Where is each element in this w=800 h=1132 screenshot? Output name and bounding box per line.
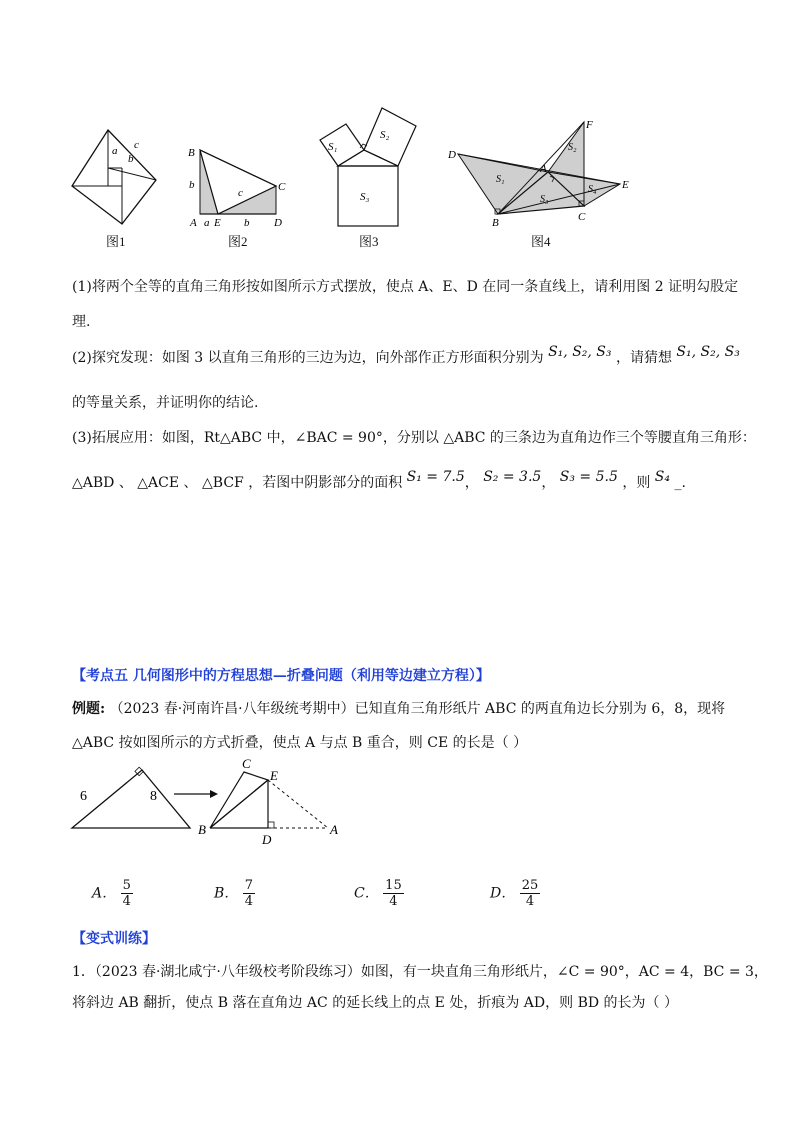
- fig2-label-E: E: [214, 217, 221, 229]
- fig4-label-S1: S₁: [496, 174, 505, 185]
- option-c[interactable]: [354, 878, 404, 909]
- q2-line-2: 的等量关系，并证明你的结论.: [72, 395, 259, 411]
- fig2-label-c: c: [238, 187, 243, 199]
- q2-text-b: ，请猜想: [615, 350, 672, 366]
- q3-line-2: △ABD 、 △ACE 、 △BCF ，若图中阴影部分的面积 S₁ = 7.5， S₂ = 3.5， S₃ = 5.5 ，则 S₄ _.: [72, 469, 686, 491]
- q3-s2: S₂ = 3.5: [483, 469, 542, 485]
- example-fig-label-A: A: [330, 822, 338, 837]
- fig4-label-S2: S₂: [568, 142, 577, 153]
- fig4-label-S3: S₃: [540, 194, 549, 205]
- q2-line-1: [72, 344, 740, 368]
- fig2-label-B: B: [188, 147, 195, 159]
- fig4-label-C: C: [578, 211, 586, 223]
- option-d-fraction: $\frac{25}{4}$: [521, 878, 539, 909]
- practice-line-2: 将斜边 AB 翻折，使点 B 落在直角边 AC 的延长线上的点 E 处，折痕为 AD，则 BD 的长为（ ）: [72, 995, 678, 1011]
- fig2-label-D: D: [274, 217, 282, 229]
- example-fig-label-B: B: [198, 822, 206, 837]
- example-fig-label-D: D: [262, 832, 272, 847]
- fig1-label-b: b: [128, 153, 134, 165]
- option-c-letter: C．: [354, 885, 379, 902]
- fig4-label-D: D: [448, 149, 456, 161]
- example-figure: [66, 758, 356, 850]
- figure-1-caption: 图1: [106, 234, 126, 249]
- q3-line-1: (3)拓展应用：如图，Rt△ABC 中，∠BAC = 90°，分别以 △ABC 的三条边为直角边作三个等腰直角三角形：: [72, 430, 756, 446]
- figure-2: [186, 144, 292, 230]
- fig3-label-S1: S₁: [328, 141, 338, 153]
- fig2-label-C: C: [278, 181, 286, 193]
- fig2-label-b-bottom: b: [244, 217, 250, 229]
- q3-text-b: ，则: [622, 475, 651, 491]
- fig4-label-A: A: [540, 163, 547, 175]
- q3-s3: S₃ = 5.5: [559, 469, 618, 485]
- fig3-label-S3: S₃: [360, 191, 370, 203]
- option-a[interactable]: [92, 878, 133, 909]
- q1-line-1: (1)将两个全等的直角三角形按如图所示方式摆放，使点 A、E、D 在同一条直线上，请利用图 2 证明勾股定: [72, 279, 739, 295]
- q3-text-a: △ABD 、 △ACE 、 △BCF ，若图中阴影部分的面积: [72, 475, 403, 491]
- q2-s-vars-1: S₁, S₂, S₃: [548, 344, 612, 360]
- fig4-label-S4: S₄: [588, 184, 597, 195]
- figure-3-caption: 图3: [359, 234, 379, 249]
- fig4-label-E: E: [622, 179, 629, 191]
- option-d[interactable]: [490, 878, 540, 909]
- option-a-letter: A．: [92, 885, 117, 902]
- option-d-letter: D．: [490, 885, 516, 902]
- option-c-fraction: $\frac{15}{4}$: [385, 878, 402, 909]
- example-line-1: [72, 699, 725, 719]
- option-a-fraction: $\frac{5}{4}$: [122, 878, 131, 909]
- q2-s-vars-2: S₁, S₂, S₃: [676, 344, 740, 360]
- fig2-label-a: a: [204, 217, 210, 229]
- practice-heading: 【变式训练】: [72, 931, 156, 947]
- q2-text-a: (2)探究发现：如图 3 以直角三角形的三边为边，向外部作正方形面积分别为: [72, 350, 544, 366]
- example-fig-label-C: C: [242, 756, 251, 771]
- fig2-label-b-left: b: [189, 179, 195, 191]
- fig1-label-c: c: [134, 139, 139, 151]
- fig2-label-A: A: [190, 217, 197, 229]
- example-text-1: （2023 春·河南许昌·八年级统考期中）已知直角三角形纸片 ABC 的两直角边长分别为 6，8，现将: [109, 701, 726, 717]
- section5-heading: 【考点五 几何图形中的方程思想—折叠问题（利用等边建立方程）】: [72, 668, 490, 684]
- figure-2-caption: 图2: [228, 234, 248, 249]
- figure-4-caption: 图4: [531, 234, 551, 249]
- example-fig-label-8: 8: [150, 789, 157, 804]
- example-label: 例题:: [72, 701, 106, 717]
- option-b-letter: B．: [214, 885, 239, 902]
- q3-s1: S₁ = 7.5: [406, 469, 465, 485]
- fig4-label-F: F: [586, 119, 593, 131]
- figure-4: [446, 116, 636, 228]
- practice-line-1: 1．（2023 春·湖北咸宁·八年级校考阶段练习）如图，有一块直角三角形纸片，∠C = 90°，AC = 4，BC = 3，: [72, 964, 768, 980]
- figure-3: [312, 96, 424, 232]
- q3-blank: _.: [674, 475, 686, 491]
- option-b[interactable]: [214, 878, 255, 909]
- fig1-label-a: a: [112, 145, 118, 157]
- q1-line-2: 理.: [72, 314, 91, 330]
- fig4-label-B: B: [492, 217, 499, 229]
- example-fig-label-E: E: [270, 768, 278, 783]
- example-fig-label-6: 6: [80, 789, 87, 804]
- example-line-2: △ABC 按如图所示的方式折叠，使点 A 与点 B 重合，则 CE 的长是（ ）: [72, 735, 528, 751]
- q3-s4: S₄: [654, 469, 670, 485]
- fig3-label-S2: S₂: [380, 129, 390, 141]
- figure-1: [70, 128, 160, 228]
- option-b-fraction: $\frac{7}{4}$: [244, 878, 254, 909]
